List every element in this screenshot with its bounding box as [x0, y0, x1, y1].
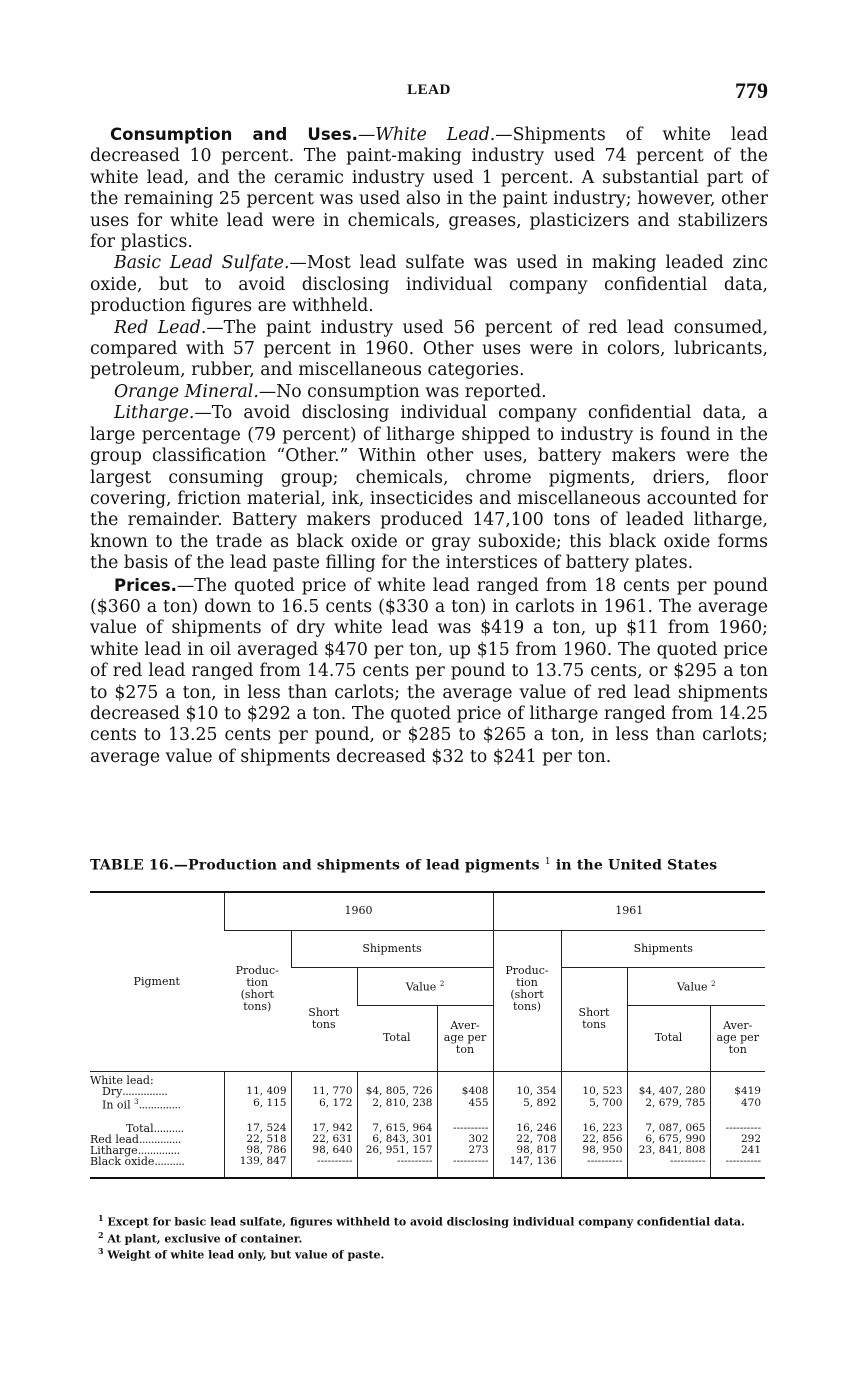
- footnote-3: $^3$ Weight of white lead only, but value of paste.: [98, 1246, 385, 1262]
- col-header-short-tons-1961: Short tons: [561, 967, 627, 1071]
- cell: 10, 523: [561, 1086, 627, 1097]
- cell-blank: ----------: [561, 1156, 627, 1178]
- paragraph-orange-mineral: [90, 382, 768, 403]
- cell: 147, 136: [493, 1156, 561, 1178]
- cell: 22, 708: [493, 1134, 561, 1145]
- paragraph-text: —Most lead sulfate was used in making leaded zinc oxide, but to avoid disclosing individual company confidential data, production figures are withheld.: [90, 253, 768, 317]
- paragraph-text: —No consumption was reported.: [258, 381, 547, 402]
- row-label: Litharge: [90, 1143, 138, 1157]
- cell: 6, 115: [224, 1097, 291, 1111]
- footnote-ref: 1: [544, 857, 551, 867]
- col-header-avg-1961: Aver- age per ton: [710, 1005, 765, 1071]
- paragraph-text: —The quoted price of white lead ranged from 18 cents per pound ($360 a ton) down to 16.5 cents ($330 a ton) in carlots in 1961. The average value of shipments of dry white lead was $419 a ton, up $11 from 1960; white lead in oil averaged $470 per ton, up $15 from 1960. The quoted price of red lead ranged from 14.75 cents per pound to 13.75 cents, or $295 a ton to $275 a ton, in less than carlots; the average value of red lead shipments decreased $10 to $292 a ton. The quoted price of litharge ranged from 14.25 cents to 13.25 cents per pound, or $285 to $265 a ton, in less than carlots; average value of shipments decreased $32 to $241 per ton.: [90, 575, 768, 767]
- col-header-value-1961: Value $^2$: [627, 967, 765, 1005]
- cell: 470: [710, 1097, 765, 1111]
- cell: 17, 524: [224, 1123, 291, 1134]
- cell-blank: ----------: [291, 1156, 357, 1178]
- cell: 455: [437, 1097, 493, 1111]
- col-header-year-1960: 1960: [224, 892, 493, 930]
- document-page: [90, 0, 768, 1380]
- cell: $419: [710, 1086, 765, 1097]
- col-header-avg-1960: Aver- age per ton: [437, 1005, 493, 1071]
- cell-blank: ----------: [437, 1123, 493, 1134]
- col-header-value-1960: Value $^2$: [357, 967, 493, 1005]
- cell: 17, 942: [291, 1123, 357, 1134]
- caption-text: TABLE 16.—Production and shipments of lead pigments: [90, 857, 540, 874]
- cell: 7, 087, 065: [627, 1123, 710, 1134]
- paragraph-white-lead: Consumption and Uses.—White Lead.—Shipments of white lead decreased 10 percent. The paint-making industry used 74 percent of the white lead, and the ceramic industry used 1 percent. A substantial part of the remaining 25 percent was used also in the paint industry; however, other uses for white lead were in chemicals, greases, plasticizers and stabilizers for plastics.: [90, 125, 768, 253]
- paragraph-litharge: [90, 403, 768, 574]
- cell: 98, 950: [561, 1145, 627, 1156]
- running-header: [90, 78, 768, 108]
- cell: 241: [710, 1145, 765, 1156]
- cell: 22, 631: [291, 1134, 357, 1145]
- page-number: 779: [735, 78, 768, 103]
- table-row: In oil $^3$.............. 6, 115 6, 172 2, 810, 238 455 5, 892 5, 700 2, 679, 785 470: [90, 1097, 765, 1111]
- cell: 22, 856: [561, 1134, 627, 1145]
- cell: 6, 675, 990: [627, 1134, 710, 1145]
- subheading-orange-mineral: Orange Mineral.: [114, 381, 259, 402]
- table-caption: [90, 857, 768, 874]
- row-label: Total: [126, 1121, 154, 1135]
- paragraph-basic-lead-sulfate: [90, 253, 768, 317]
- cell-blank: ----------: [437, 1156, 493, 1178]
- table-row: Litharge.............. 98, 786 98, 640 26, 951, 157 273 98, 817 98, 950 23, 841, 808 241: [90, 1145, 765, 1156]
- cell: 98, 640: [291, 1145, 357, 1156]
- cell: 23, 841, 808: [627, 1145, 710, 1156]
- table-row: Total.......... 17, 524 17, 942 7, 615, 964 ---------- 16, 246 16, 223 7, 087, 065 ----------: [90, 1123, 765, 1134]
- cell: 273: [437, 1145, 493, 1156]
- cell: $4, 407, 280: [627, 1086, 710, 1097]
- cell: 11, 409: [224, 1086, 291, 1097]
- col-header-total-1961: Total: [627, 1005, 710, 1071]
- cell: 16, 223: [561, 1123, 627, 1134]
- caption-text-end: in the United States: [555, 857, 718, 874]
- subheading-basic-lead-sulfate: Basic Lead Sulfate.: [114, 253, 290, 274]
- body-text: [90, 124, 768, 768]
- cell-blank: ----------: [710, 1123, 765, 1134]
- section-heading-prices: Prices.: [114, 575, 177, 595]
- col-header-pigment: Pigment: [90, 892, 224, 1071]
- table-row: Black oxide.......... 139, 847 ---------- ---------- ---------- 147, 136 ---------- ---------- ----------: [90, 1156, 765, 1178]
- col-header-production-1961: Produc- tion (short tons): [493, 930, 561, 1071]
- cell: 139, 847: [224, 1156, 291, 1178]
- col-header-shipments-1961: Shipments: [561, 930, 765, 967]
- cell: 7, 615, 964: [357, 1123, 437, 1134]
- section-heading: Consumption and Uses.: [110, 125, 358, 144]
- cell: 11, 770: [291, 1086, 357, 1097]
- cell: $4, 805, 726: [357, 1086, 437, 1097]
- paragraph-text: —To avoid disclosing individual company confidential data, a large percentage (79 percent) of litharge shipped to industry is found in the group classification “Other.” Within other uses, battery makers were the largest consuming group; chemicals, chrome pigments, driers, floor covering, friction material, ink, insecticides and miscellaneous accounted for the remainder. Battery makers produced 147,100 tons of leaded litharge, known to the trade as black oxide or gray suboxide; this black oxide forms the basis of the lead paste filling for the interstices of battery plates.: [90, 403, 768, 574]
- header-title: LEAD: [407, 82, 451, 98]
- paragraph-red-lead: [90, 318, 768, 382]
- col-header-year-1961: 1961: [493, 892, 765, 930]
- cell-blank: ----------: [357, 1156, 437, 1178]
- cell: 6, 843, 301: [357, 1134, 437, 1145]
- cell: $408: [437, 1086, 493, 1097]
- paragraph-text: —The paint industry used 56 percent of red lead consumed, compared with 57 percent in 1960. Other uses were in colors, lubricants, petroleum, rubber, and miscellaneous categories.: [90, 317, 768, 381]
- footnote-2: $^2$ At plant, exclusive of container.: [98, 1229, 303, 1246]
- cell: 5, 892: [493, 1097, 561, 1111]
- cell-blank: ----------: [627, 1156, 710, 1178]
- row-label: Dry: [102, 1085, 123, 1098]
- cell-blank: ----------: [710, 1156, 765, 1178]
- paragraph-prices: [90, 575, 768, 769]
- cell: 292: [710, 1134, 765, 1145]
- cell: 98, 817: [493, 1145, 561, 1156]
- cell: 2, 679, 785: [627, 1097, 710, 1111]
- paragraph-text: —Shipments of white lead decreased 10 percent. The paint-making industry used 74 percent of the white lead, and the ceramic industry used 1 percent. A substantial part of the remaining 25 percent was used also in the paint industry; however, other uses for white lead were in chemicals, greases, plasticizers and stabilizers for plastics.: [90, 125, 768, 253]
- col-header-production-1960: Produc- tion (short tons): [224, 930, 291, 1071]
- cell: 2, 810, 238: [357, 1097, 437, 1111]
- row-label: Red lead: [90, 1132, 139, 1146]
- col-header-total-1960: Total: [357, 1005, 437, 1071]
- cell: 5, 700: [561, 1097, 627, 1111]
- row-label: In oil: [102, 1098, 131, 1112]
- subheading-white-lead: White Lead.: [375, 125, 496, 145]
- cell: 98, 786: [224, 1145, 291, 1156]
- cell: 6, 172: [291, 1097, 357, 1111]
- footnotes: [98, 1212, 768, 1262]
- subheading-litharge: Litharge.: [114, 403, 195, 424]
- cell: 26, 951, 157: [357, 1145, 437, 1156]
- cell: 16, 246: [493, 1123, 561, 1134]
- col-header-shipments-1960: Shipments: [291, 930, 493, 967]
- cell: 22, 518: [224, 1134, 291, 1145]
- table-row: Dry............... 11, 409 11, 770 $4, 805, 726 $408 10, 354 10, 523 $4, 407, 280 $419: [90, 1086, 765, 1097]
- row-label-white-lead: White lead:: [90, 1074, 154, 1087]
- cell: 10, 354: [493, 1086, 561, 1097]
- row-label: Black oxide: [90, 1154, 155, 1168]
- col-header-short-tons-1960: Short tons: [291, 967, 357, 1071]
- table-row: Red lead.............. 22, 518 22, 631 6, 843, 301 302 22, 708 22, 856 6, 675, 990 292: [90, 1134, 765, 1145]
- lead-pigments-table: [90, 891, 765, 1179]
- cell: 302: [437, 1134, 493, 1145]
- subheading-red-lead: Red Lead.: [114, 317, 207, 338]
- footnote-1: $^1$ Except for basic lead sulfate, figures withheld to avoid disclosing individual company confidential data.: [98, 1213, 745, 1229]
